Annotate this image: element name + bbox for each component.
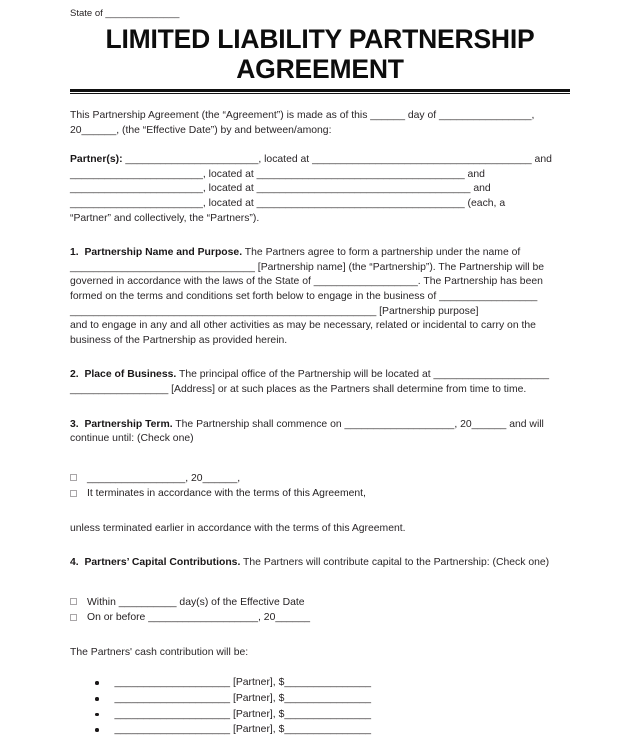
section-partnership-name-and-purpose: [70, 246, 570, 348]
capital-option-row[interactable]: [70, 595, 570, 611]
spacer: [70, 226, 570, 246]
section-1-heading: Partnership Name and Purpose.: [84, 247, 243, 259]
partner-contribution-field[interactable]: ____________________ [Partner], $_______________: [114, 724, 372, 736]
partners-line-4: _______________________, located at ____________________________________ (each, a: [70, 197, 506, 209]
section-partners-capital-contributions: [70, 556, 570, 571]
section-2-number: 2.: [70, 369, 79, 381]
document-content: [70, 0, 570, 738]
partners-label: Partner(s):: [70, 154, 123, 166]
section-3-number: 3.: [70, 418, 79, 430]
partners-line-1-rest: _______________________, located at ______________________________________ and: [122, 154, 552, 166]
section-1-line-2: ________________________________ [Partnership name] (the “Partnership”). The Partnership will be: [70, 261, 545, 273]
checkbox-term-terminates[interactable]: [70, 490, 77, 497]
section-2-line-2: _________________ [Address] or at such places as the Partners shall determine from time to time.: [70, 383, 527, 395]
capital-option-label: On or before ___________________, 20______: [87, 612, 311, 624]
capital-options-group: [70, 595, 570, 626]
partners-block: [70, 153, 570, 226]
term-option-label: _________________, 20______,: [87, 472, 241, 484]
term-closing-text: unless terminated earlier in accordance with the terms of this Agreement.: [70, 522, 406, 534]
title-line-2: AGREEMENT: [236, 54, 404, 84]
cash-contribution-intro: The Partners' cash contribution will be:: [70, 646, 249, 658]
checkbox-term-date[interactable]: [70, 474, 77, 481]
intro-paragraph: [70, 109, 570, 138]
page-title: [70, 24, 570, 84]
partner-contribution-field[interactable]: ____________________ [Partner], $_______________: [114, 708, 372, 720]
intro-line-2: 20______, (the “Effective Date”) by and between/among:: [70, 124, 332, 136]
cash-contribution-list: [70, 675, 570, 737]
spacer: [70, 502, 570, 522]
spacer: [70, 571, 570, 595]
section-4-heading: Partners’ Capital Contributions.: [84, 557, 241, 569]
bullet-icon: [95, 713, 99, 717]
section-4-text-1: The Partners will contribute capital to the Partnership: (Check one): [240, 557, 550, 569]
bullet-icon: [95, 681, 99, 685]
capital-option-row[interactable]: [70, 610, 570, 626]
partners-line-3: _______________________, located at _____________________________________ and: [70, 183, 491, 195]
term-options-group: [70, 471, 570, 502]
section-4-line-1: [70, 556, 570, 571]
section-3-line-2: continue until: (Check one): [70, 433, 194, 445]
section-1-line-1: [70, 246, 570, 261]
spacer: [70, 138, 570, 153]
section-1-line-7: business of the Partnership as provided herein.: [70, 334, 288, 346]
section-4-number: 4.: [70, 557, 79, 569]
section-2-text-1: The principal office of the Partnership will be located at ____________________: [176, 369, 550, 381]
bullet-icon: [95, 697, 99, 701]
list-item: [70, 707, 570, 723]
section-1-line-5: _____________________________________________________ [Partnership purpose]: [70, 305, 479, 317]
partners-line-5: “Partner” and collectively, the “Partners”).: [70, 212, 260, 224]
capital-option-label: Within __________ day(s) of the Effective Date: [87, 596, 305, 608]
partner-contribution-field[interactable]: ____________________ [Partner], $_______________: [114, 693, 372, 705]
section-2-heading: Place of Business.: [84, 369, 177, 381]
list-item: [70, 722, 570, 738]
checkbox-capital-on-or-before[interactable]: [70, 614, 77, 621]
spacer: [70, 94, 570, 109]
section-1-number: 1.: [70, 247, 79, 259]
bullet-icon: [95, 728, 99, 732]
section-1-text-1: The Partners agree to form a partnership under the name of: [242, 247, 521, 259]
section-1-line-3: governed in accordance with the laws of the State of __________________. The Partnership has been: [70, 276, 543, 288]
spacer: [70, 660, 570, 675]
list-item: [70, 691, 570, 707]
spacer: [70, 536, 570, 556]
title-line-1: LIMITED LIABILITY PARTNERSHIP: [105, 24, 535, 54]
term-option-row[interactable]: [70, 486, 570, 502]
spacer: [70, 447, 570, 471]
state-of-field: State of ______________: [70, 8, 180, 19]
spacer: [70, 398, 570, 418]
spacer: [70, 626, 570, 646]
partners-line-2: _______________________, located at ____________________________________ and: [70, 168, 485, 180]
section-2-line-1: [70, 368, 570, 383]
checkbox-capital-within-days[interactable]: [70, 598, 77, 605]
partners-line-1: [70, 153, 570, 168]
intro-line-1: This Partnership Agreement (the “Agreement”) is made as of this ______ day of ________________,: [70, 110, 535, 121]
section-1-line-6: and to engage in any and all other activities as may be necessary, related or incidental to carry on the: [70, 320, 536, 332]
partner-contribution-field[interactable]: ____________________ [Partner], $_______________: [114, 677, 372, 689]
section-place-of-business: [70, 368, 570, 397]
section-3-heading: Partnership Term.: [84, 418, 173, 430]
section-3-line-1: [70, 418, 570, 433]
spacer: [70, 348, 570, 368]
term-option-label: It terminates in accordance with the terms of this Agreement,: [87, 488, 366, 500]
section-1-line-4: formed on the terms and conditions set forth below to engage in the business of _________________: [70, 290, 538, 302]
term-option-row[interactable]: [70, 471, 570, 487]
section-partnership-term: [70, 418, 570, 447]
section-3-text-1: The Partnership shall commence on ___________________, 20______ and will: [172, 418, 544, 430]
